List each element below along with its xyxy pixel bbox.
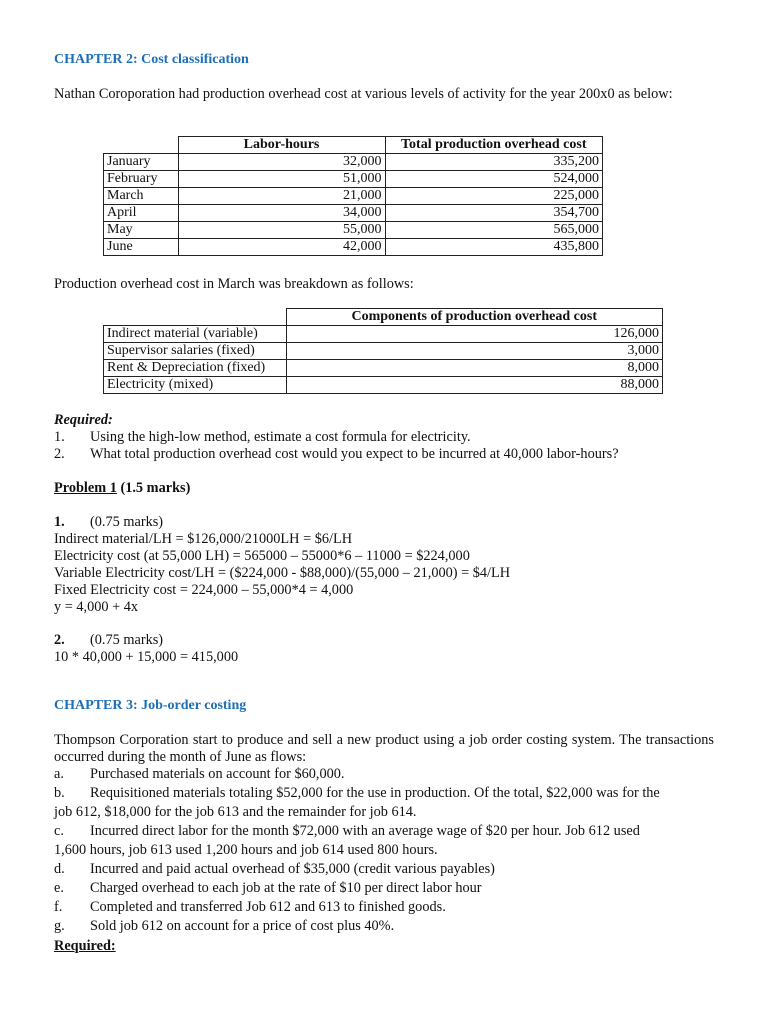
answer2-heading: 2. (0.75 marks) <box>54 632 164 648</box>
table-row: Indirect material (variable) 126,000 <box>104 326 663 343</box>
list-item: g. Sold job 612 on account for a price of cost plus 40%. <box>54 918 395 934</box>
list-item: f. Completed and transferred Job 612 and 613 to finished goods. <box>54 899 446 915</box>
list-item: b. Requisitioned materials totaling $52,000 for the use in production. Of the total, $22,000 was for the <box>54 785 660 801</box>
chapter2-title: CHAPTER 2: Cost classification <box>54 52 249 67</box>
chapter2-intro: Nathan Coroporation had production overhead cost at various levels of activity for the year 200x0 as below: <box>54 86 673 102</box>
problem-heading: Problem 1 (1.5 marks) <box>54 480 191 496</box>
list-item: d. Incurred and paid actual overhead of $35,000 (credit various payables) <box>54 861 495 877</box>
table-row: Supervisor salaries (fixed) 3,000 <box>104 343 663 360</box>
required-label: Required: <box>54 412 113 428</box>
table-row: February 51,000 524,000 <box>104 171 603 188</box>
list-item: c. Incurred direct labor for the month $72,000 with an average wage of $20 per hour. Job 612 used <box>54 823 640 839</box>
col-components: Components of production overhead cost <box>286 309 663 326</box>
table-row: Electricity (mixed) 88,000 <box>104 377 663 394</box>
table-row: June 42,000 435,800 <box>104 239 603 256</box>
table-row: Rent & Depreciation (fixed) 8,000 <box>104 360 663 377</box>
list-item: e. Charged overhead to each job at the rate of $10 per direct labor hour <box>54 880 482 896</box>
list-item: a. Purchased materials on account for $60,000. <box>54 766 345 782</box>
answer1-line: Variable Electricity cost/LH = ($224,000 - $88,000)/(55,000 – 21,000) = $4/LH <box>54 565 511 581</box>
answer1-line: Fixed Electricity cost = 224,000 – 55,000*4 = 4,000 <box>54 582 354 598</box>
breakdown-intro: Production overhead cost in March was breakdown as follows: <box>54 276 414 292</box>
chapter3-intro: Thompson Corporation start to produce and sell a new product using a job order costing system. The transactions occurred during the month of June as flows: <box>54 732 714 765</box>
answer1-line: Indirect material/LH = $126,000/21000LH = $6/LH <box>54 531 353 547</box>
answer2-line: 10 * 40,000 + 15,000 = 415,000 <box>54 649 239 665</box>
table-row: May 55,000 565,000 <box>104 222 603 239</box>
required-label-ch3: Required: <box>54 938 116 954</box>
components-table <box>103 308 663 394</box>
list-item: 2. What total production overhead cost would you expect to be incurred at 40,000 labor-hours? <box>54 446 619 462</box>
table-row: March 21,000 225,000 <box>104 188 603 205</box>
answer1-heading: 1. (0.75 marks) <box>54 514 164 530</box>
table-row: April 34,000 354,700 <box>104 205 603 222</box>
list-item-cont: 1,600 hours, job 613 used 1,200 hours and job 614 used 800 hours. <box>54 842 438 858</box>
col-total-overhead: Total production overhead cost <box>385 137 603 154</box>
col-labor-hours: Labor-hours <box>178 137 385 154</box>
answer1-line: Electricity cost (at 55,000 LH) = 565000 – 55000*6 – 11000 = $224,000 <box>54 548 470 564</box>
overhead-table <box>103 136 603 256</box>
chapter3-title: CHAPTER 3: Job-order costing <box>54 698 247 713</box>
answer1-line: y = 4,000 + 4x <box>54 599 139 615</box>
list-item: 1. Using the high-low method, estimate a cost formula for electricity. <box>54 429 471 445</box>
table-row: January 32,000 335,200 <box>104 154 603 171</box>
list-item-cont: job 612, $18,000 for the job 613 and the remainder for job 614. <box>54 804 417 820</box>
